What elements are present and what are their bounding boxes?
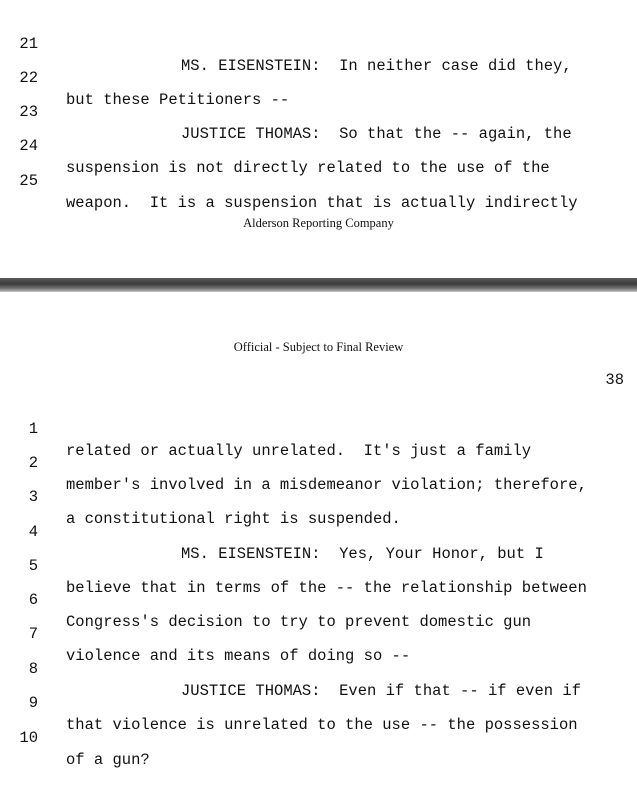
transcript-page-38	[0, 292, 637, 769]
line-text: MS. EISENSTEIN: In neither case did they,	[181, 57, 572, 75]
line-text: a constitutional right is suspended.	[66, 510, 401, 528]
transcript-line	[0, 705, 637, 769]
line-number: 22	[19, 69, 38, 87]
line-number: 7	[28, 625, 38, 643]
line-number: 6	[28, 591, 38, 609]
line-number: 3	[28, 488, 38, 506]
transcript-line	[0, 670, 637, 734]
transcript-line	[0, 113, 637, 177]
transcript-line	[0, 601, 637, 665]
page-separator	[0, 278, 637, 292]
line-text: believe that in terms of the -- the relationship between	[66, 579, 587, 597]
line-text: violence and its means of doing so --	[66, 647, 411, 665]
transcript-line	[0, 11, 637, 75]
line-text: weapon. It is a suspension that is actually indirectly	[66, 194, 578, 212]
line-text: related or actually unrelated. It's just a family	[66, 442, 532, 460]
page-header: Official - Subject to Final Review	[233, 340, 404, 354]
line-number: 8	[28, 660, 38, 678]
transcript-line	[0, 499, 637, 563]
line-number: 25	[19, 172, 38, 190]
transcript-line	[0, 45, 637, 109]
line-number: 10	[19, 729, 38, 747]
line-number: 4	[28, 523, 38, 541]
transcript-line	[0, 148, 637, 212]
transcript-line	[0, 636, 637, 700]
line-text: Congress's decision to try to prevent domestic gun	[66, 613, 532, 631]
line-number: 23	[19, 103, 38, 121]
transcript-line	[0, 464, 637, 528]
transcript-line	[0, 567, 637, 631]
line-text: but these Petitioners --	[66, 91, 290, 109]
line-number: 5	[28, 557, 38, 575]
line-text: of a gun?	[66, 751, 150, 769]
line-text: suspension is not directly related to the use of the	[66, 159, 550, 177]
line-text: member's involved in a misdemeanor violation; therefore,	[66, 476, 587, 494]
transcript-line	[0, 79, 637, 143]
page-number: 38	[605, 371, 624, 389]
transcript-page-37	[0, 0, 637, 278]
line-text: JUSTICE THOMAS: So that the -- again, the	[181, 125, 572, 143]
line-number: 24	[19, 137, 38, 155]
line-number: 2	[28, 454, 38, 472]
transcript-line	[0, 396, 637, 460]
transcript-line	[0, 430, 637, 494]
transcript-line	[0, 533, 637, 597]
line-number: 9	[28, 694, 38, 712]
line-number: 21	[19, 35, 38, 53]
line-text: MS. EISENSTEIN: Yes, Your Honor, but I	[181, 545, 544, 563]
line-text: that violence is unrelated to the use -- the possession	[66, 716, 578, 734]
line-text: JUSTICE THOMAS: Even if that -- if even if	[181, 682, 581, 700]
page-footer: Alderson Reporting Company	[243, 216, 394, 230]
line-number: 1	[28, 420, 38, 438]
